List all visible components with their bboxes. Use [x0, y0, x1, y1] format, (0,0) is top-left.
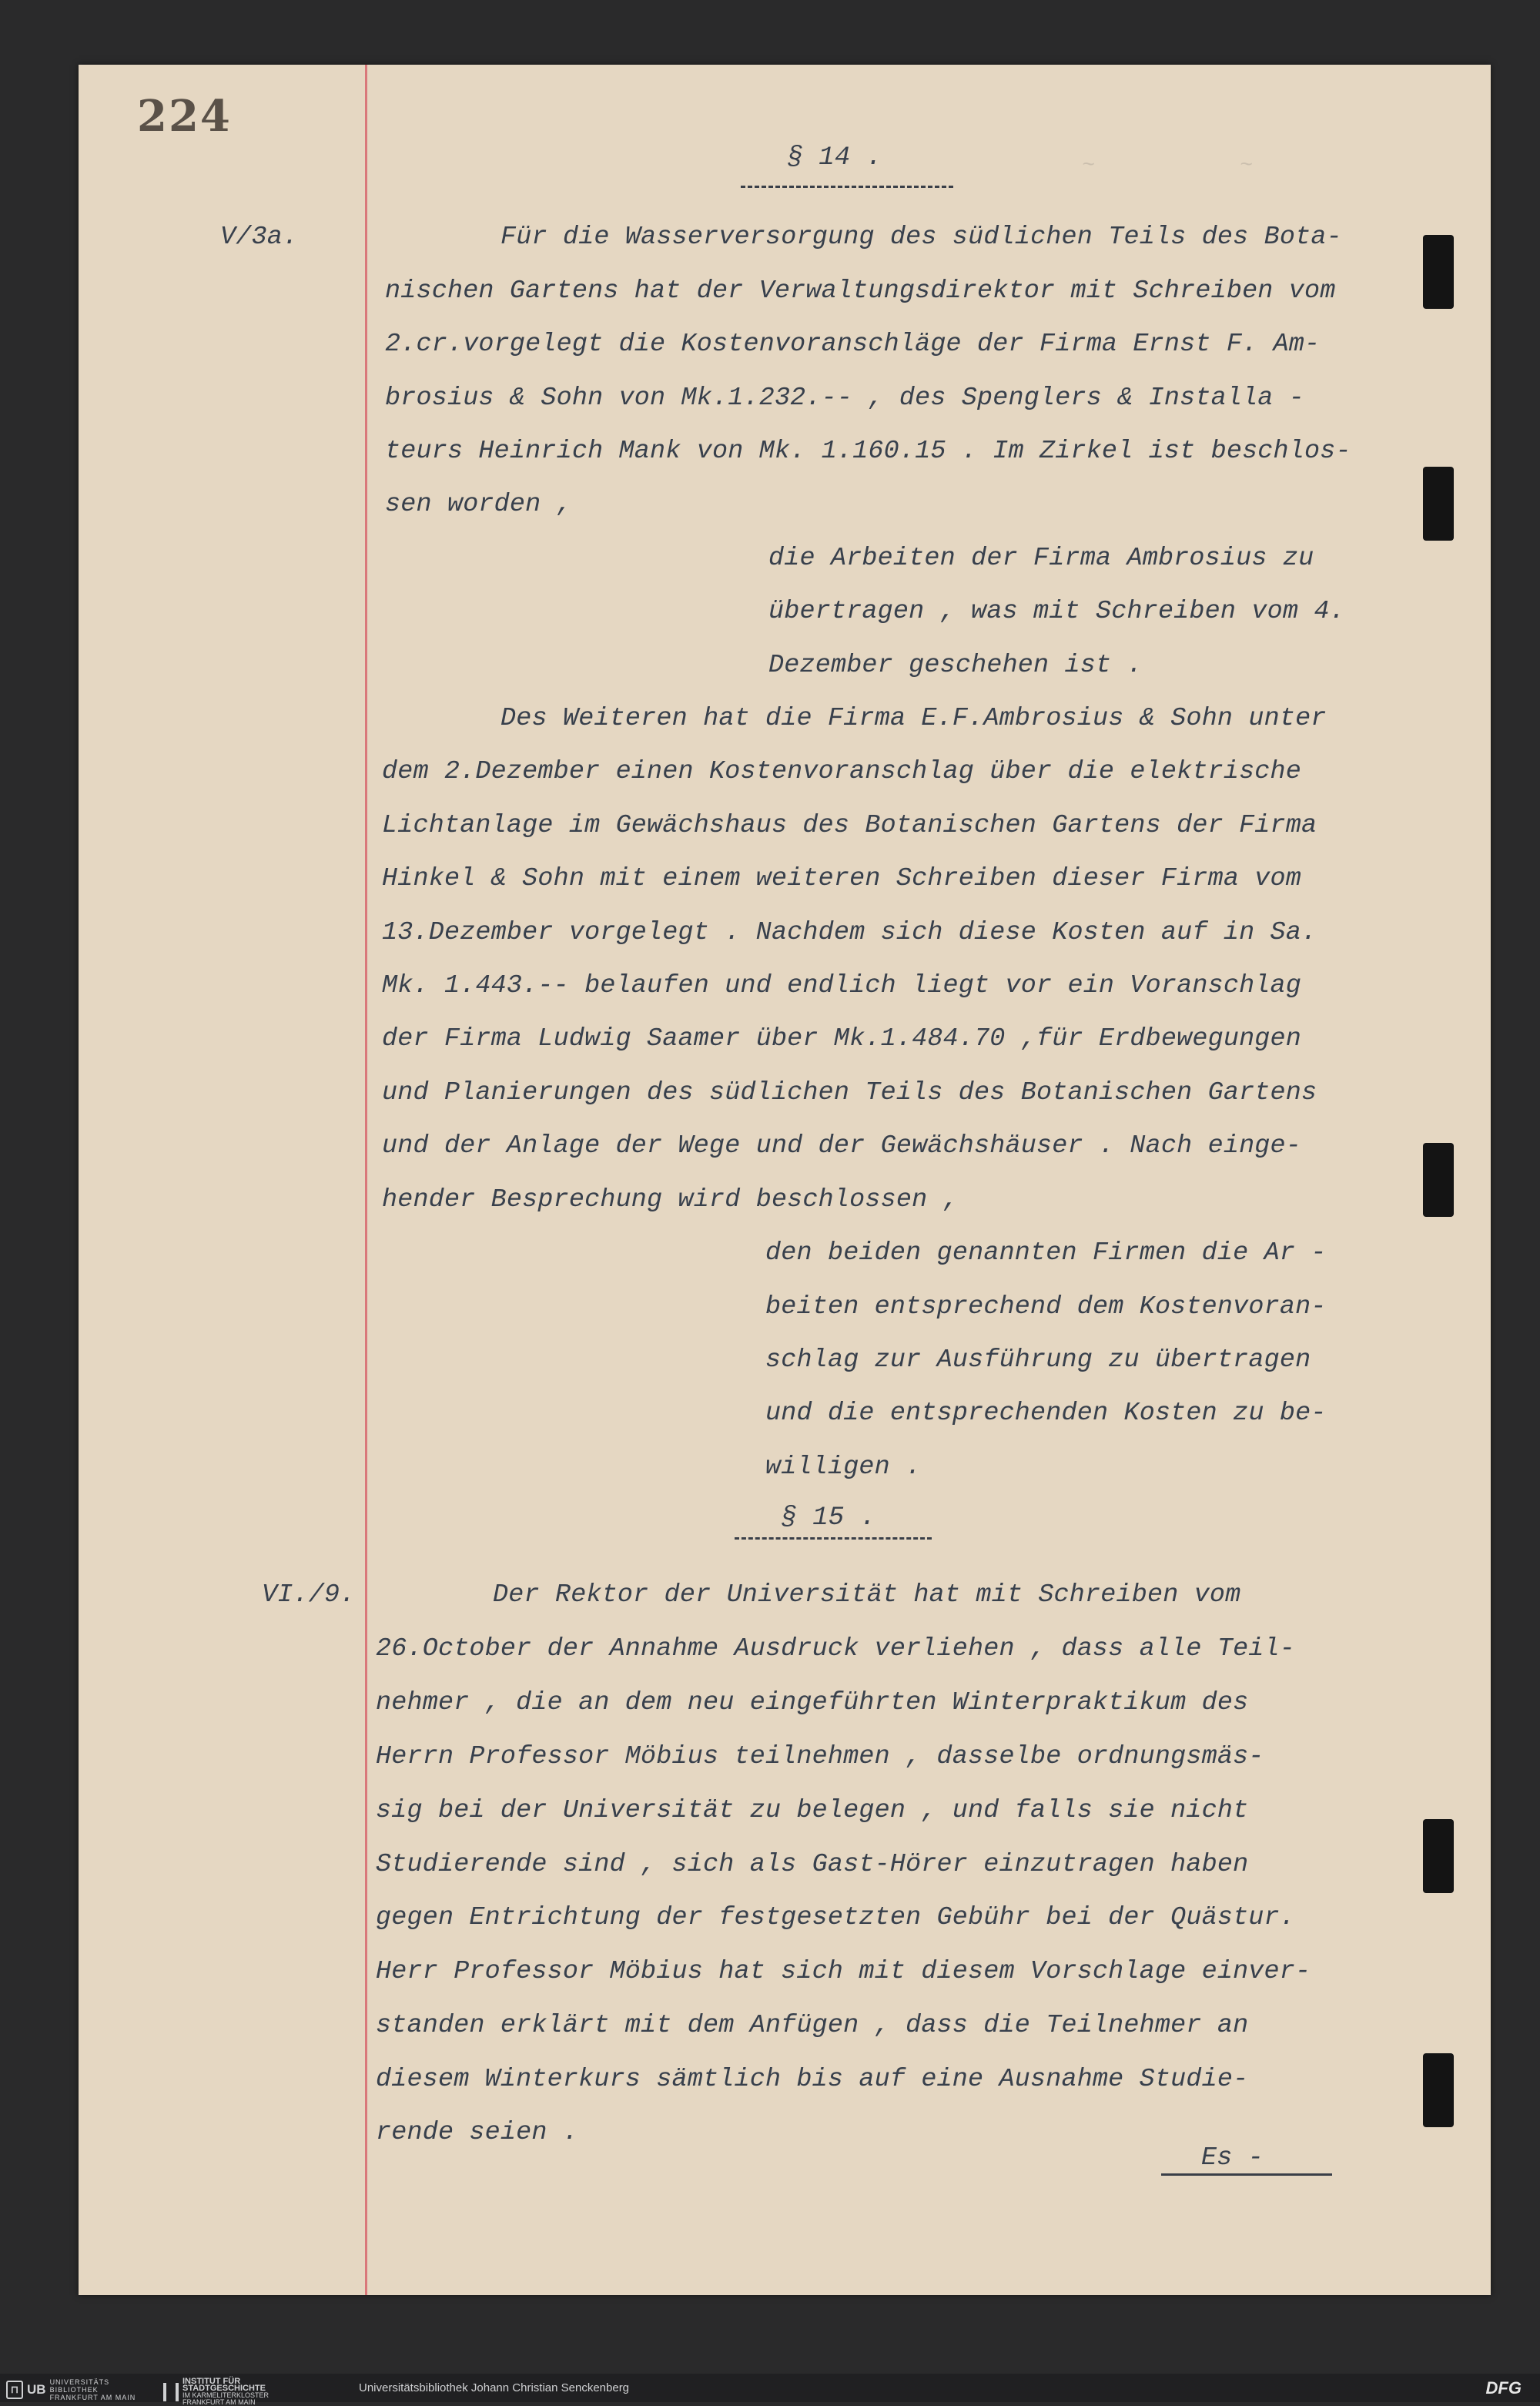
- margin-reference: VI./9.: [262, 1580, 356, 1610]
- text-line: Für die Wasserversorgung des südlichen Teils des Bota-: [500, 223, 1342, 252]
- dfg-logo: DFG: [1485, 2378, 1522, 2398]
- text-line: 26.October der Annahme Ausdruck verliehen , dass alle Teil-: [376, 1634, 1296, 1664]
- binder-tab: [1423, 1143, 1454, 1217]
- text-line: Hinkel & Sohn mit einem weiteren Schreiben dieser Firma vom: [382, 864, 1302, 893]
- bleed-through-mark: ~: [1082, 154, 1095, 178]
- section-heading: § 15 .: [781, 1503, 876, 1533]
- footer-bar: [0, 2374, 1540, 2406]
- text-line: teurs Heinrich Mank von Mk. 1.160.15 . Im Zirkel ist beschlos-: [385, 437, 1351, 466]
- text-line: nischen Gartens hat der Verwaltungsdirektor mit Schreiben vom: [385, 276, 1336, 306]
- text-line: Der Rektor der Universität hat mit Schreiben vom: [493, 1580, 1241, 1610]
- margin-rule: [365, 65, 367, 2295]
- text-line: diesem Winterkurs sämtlich bis auf eine Ausnahme Studie-: [376, 2065, 1249, 2094]
- text-line: und die entsprechenden Kosten zu be-: [765, 1399, 1327, 1428]
- text-line: Studierende sind , sich als Gast-Hörer einzutragen haben: [376, 1850, 1249, 1879]
- text-line: willigen .: [765, 1453, 922, 1482]
- text-line: brosius & Sohn von Mk.1.232.-- , des Spenglers & Installa -: [385, 384, 1305, 413]
- ub-line: UNIVERSITÄTS: [49, 2378, 110, 2386]
- margin-reference: V/3a.: [220, 223, 299, 252]
- institute-line: STADTGESCHICHTE: [182, 2384, 266, 2393]
- text-line: Dezember geschehen ist .: [768, 651, 1143, 680]
- text-line: beiten entsprechend dem Kostenvoran-: [765, 1292, 1327, 1322]
- text-line: hender Besprechung wird beschlossen ,: [382, 1185, 959, 1215]
- text-line: Des Weiteren hat die Firma E.F.Ambrosius & Sohn unter: [500, 704, 1327, 733]
- binder-tab: [1423, 1819, 1454, 1893]
- heading-underline: [741, 186, 953, 188]
- text-line: sig bei der Universität zu belegen , und falls sie nicht: [376, 1796, 1249, 1825]
- text-line: dem 2.Dezember einen Kostenvoranschlag über die elektrische: [382, 757, 1302, 786]
- text-line: 2.cr.vorgelegt die Kostenvoranschläge der Firma Ernst F. Am-: [385, 330, 1321, 359]
- ub-logo: [6, 2378, 136, 2401]
- text-line: und Planierungen des südlichen Teils des Botanischen Gartens: [382, 1078, 1317, 1107]
- catchword-underline: [1161, 2173, 1332, 2176]
- ub-logo-icon: ⊓: [6, 2381, 23, 2399]
- library-name: Universitätsbibliothek Johann Christian Senckenberg: [359, 2381, 630, 2394]
- section-heading: § 14 .: [787, 143, 882, 173]
- text-line: schlag zur Ausführung zu übertragen: [765, 1345, 1311, 1375]
- institute-logo-icon: [163, 2383, 179, 2401]
- text-line: und der Anlage der Wege und der Gewächshäuser . Nach einge-: [382, 1131, 1302, 1161]
- page-number: 224: [137, 91, 232, 142]
- text-line: die Arbeiten der Firma Ambrosius zu: [768, 544, 1314, 573]
- bleed-through-mark: ~: [1240, 154, 1253, 178]
- binder-tab: [1423, 235, 1454, 309]
- text-line: rende seien .: [376, 2118, 579, 2147]
- ub-line: BIBLIOTHEK: [49, 2386, 99, 2394]
- text-line: sen worden ,: [385, 490, 572, 519]
- ub-line: FRANKFURT AM MAIN: [49, 2394, 136, 2401]
- catchword: Es -: [1201, 2143, 1264, 2173]
- institute-line: FRANKFURT AM MAIN: [182, 2398, 256, 2406]
- text-line: Herrn Professor Möbius teilnehmen , dasselbe ordnungsmäs-: [376, 1742, 1264, 1771]
- binder-tab: [1423, 467, 1454, 541]
- institute-line: INSTITUT FÜR: [182, 2377, 241, 2386]
- text-line: gegen Entrichtung der festgesetzten Gebühr bei der Quästur.: [376, 1903, 1296, 1932]
- text-line: 13.Dezember vorgelegt . Nachdem sich diese Kosten auf in Sa.: [382, 918, 1317, 947]
- institute-line: IM KARMELITERKLOSTER: [182, 2391, 270, 2399]
- text-line: den beiden genannten Firmen die Ar -: [765, 1238, 1327, 1268]
- ub-badge: UB: [27, 2382, 46, 2397]
- text-line: übertragen , was mit Schreiben vom 4.: [768, 597, 1345, 626]
- text-line: der Firma Ludwig Saamer über Mk.1.484.70 ,für Erdbewegungen: [382, 1024, 1302, 1054]
- text-line: Mk. 1.443.-- belaufen und endlich liegt vor ein Voranschlag: [382, 971, 1302, 1000]
- text-line: Herr Professor Möbius hat sich mit diesem Vorschlage einver-: [376, 1957, 1311, 1986]
- text-line: standen erklärt mit dem Anfügen , dass die Teilnehmer an: [376, 2011, 1249, 2040]
- text-line: nehmer , die an dem neu eingeführten Winterpraktikum des: [376, 1688, 1249, 1717]
- binder-tab: [1423, 2053, 1454, 2127]
- heading-underline: [735, 1537, 932, 1540]
- text-line: Lichtanlage im Gewächshaus des Botanischen Gartens der Firma: [382, 811, 1317, 840]
